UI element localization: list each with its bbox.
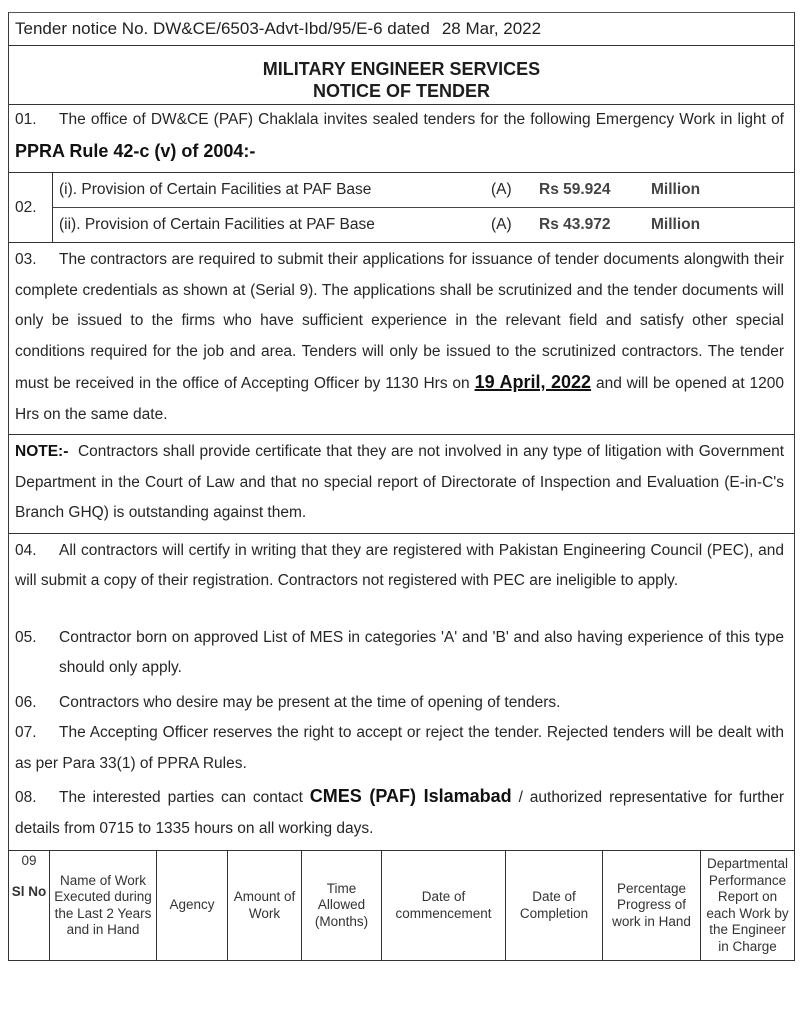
work-name: (ii). Provision of Certain Facilities at PAF Base: [59, 216, 375, 233]
column-header-agency: Agency: [157, 851, 228, 961]
paragraph-text: All contractors will certify in writing that they are registered with Pakistan Engineering Council (PEC), and will submit a copy of their registration. Contractors not registered with PEC are ineligible to apply.: [15, 541, 784, 589]
credentials-table: [8, 850, 795, 961]
paragraph-05: [9, 623, 794, 688]
title-line-2: NOTICE OF TENDER: [312, 81, 490, 101]
note-text: Contractors shall provide certificate that they are not involved in any type of litigation with Government Department in the Court of Law and that no special report of Directorate of Inspection and Evaluation (E-in-C's Branch GHQ) is outstanding against them.: [15, 443, 784, 521]
note-paragraph: [9, 434, 794, 533]
paragraph-number: 04.: [15, 541, 37, 559]
document-title: [9, 46, 794, 104]
work-category: (A): [491, 181, 512, 198]
paragraph-text: Contractor born on approved List of MES in categories 'A' and 'B' and also having experience of this type should only apply.: [59, 628, 784, 676]
work-item: [53, 173, 794, 207]
ppra-rule: PPRA Rule 42-c (v) of 2004:-: [15, 140, 256, 161]
column-header-sl-no: [9, 851, 50, 961]
paragraph-text: The Accepting Officer reserves the right to accept or reject the tender. Rejected tenders will be dealt with as per Para 33(1) of PPRA Rules.: [15, 724, 784, 772]
paragraph-number: 06.: [15, 693, 37, 711]
paragraph-number: 08.: [15, 789, 37, 806]
paragraph-number: 02.: [9, 173, 53, 242]
paragraph-08: [9, 779, 794, 850]
paragraph-text-cont: / authorized representative for further details from 0715 to 1335 hours on all working days.: [15, 789, 784, 837]
column-header-date-completion: Date of Completion: [506, 851, 603, 961]
column-header-amount: Amount of Work: [228, 851, 302, 961]
work-name: (i). Provision of Certain Facilities at PAF Base: [59, 181, 372, 198]
work-amount: Rs 43.972: [539, 216, 611, 233]
column-header-performance-report: Departmental Performance Report on each Work by the Engineer in Charge: [701, 851, 795, 961]
work-amount: Rs 59.924: [539, 181, 611, 198]
paragraph-text: Contractors who desire may be present at the time of opening of tenders.: [59, 693, 561, 711]
tender-notice-document: [8, 12, 795, 961]
work-amount-unit: Million: [651, 181, 701, 198]
work-category: (A): [491, 216, 512, 233]
paragraph-06: [9, 688, 794, 719]
work-amount-unit: Million: [651, 216, 701, 233]
paragraph-text: The interested parties can contact: [59, 789, 303, 806]
paragraph-number: 01.: [15, 111, 37, 128]
serial-number: 09: [21, 853, 37, 868]
paragraph-text: The contractors are required to submit their applications for issuance of tender documents alongwith their complete credentials as shown at (Serial 9). The applications shall be scrutinized and the tender documents will only be issued to the firms who have sufficient experience in the relevant field and satisfy other special conditions required for the job and area. Tenders will only be issued to the scrutinized contractors. The tender must be received in the office of Accepting Officer by 1130 Hrs on: [15, 251, 784, 392]
column-header-name-of-work: Name of Work Executed during the Last 2 Years and in Hand: [50, 851, 157, 961]
paragraph-02-works: [9, 172, 794, 242]
column-header-percentage-progress: Percentage Progress of work in Hand: [603, 851, 701, 961]
column-header-date-commencement: Date of commencement: [382, 851, 506, 961]
column-label: Sl No: [11, 883, 47, 899]
note-label: NOTE:-: [15, 443, 69, 460]
title-line-1: MILITARY ENGINEER SERVICES: [262, 59, 541, 79]
paragraph-07: [9, 718, 794, 779]
table-header-row: [9, 851, 795, 961]
tender-notice-header: [8, 12, 795, 46]
paragraph-03: [9, 242, 794, 434]
paragraph-text: The office of DW&CE (PAF) Chaklala invites sealed tenders for the following Emergency Work in light of: [59, 111, 784, 128]
column-header-time-allowed: Time Allowed (Months): [302, 851, 382, 961]
paragraph-number: 03.: [15, 251, 37, 268]
notice-body: [8, 46, 795, 850]
work-item: [53, 207, 794, 242]
paragraph-text-cont: and will be opened at 1200 Hrs on the same date.: [15, 375, 785, 423]
paragraph-number: 05.: [15, 628, 37, 646]
submission-deadline: 19 April, 2022: [474, 372, 592, 392]
paragraph-01: [9, 104, 794, 172]
tender-notice-number: Tender notice No. DW&CE/6503-Advt-Ibd/95/E-6 dated: [15, 19, 430, 38]
paragraph-number: 07.: [15, 724, 37, 741]
paragraph-04: [9, 533, 794, 623]
tender-notice-date: 28 Mar, 2022: [441, 19, 542, 38]
contact-office: CMES (PAF) Islamabad: [309, 786, 512, 806]
